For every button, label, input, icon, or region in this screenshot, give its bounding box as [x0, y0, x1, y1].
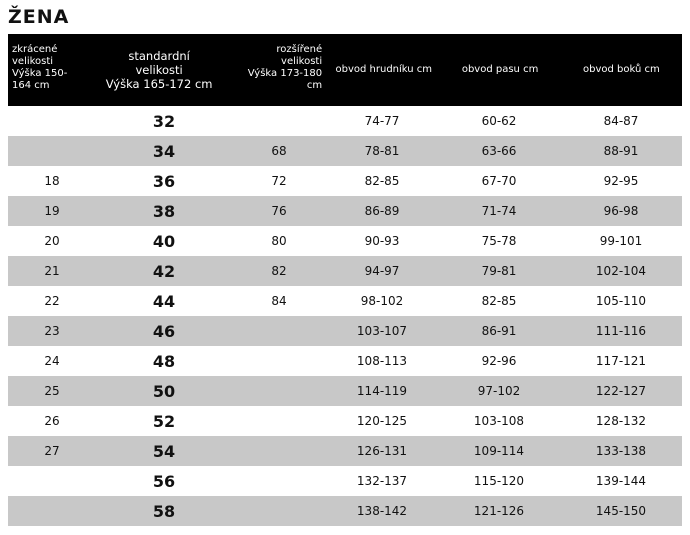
cell-short-size: 24	[44, 354, 60, 368]
cell-extended-size: 80	[271, 234, 287, 248]
cell-chest: 94-97	[364, 264, 400, 278]
cell-hips: 139-144	[595, 474, 647, 488]
cell-short-size: 26	[44, 414, 60, 428]
cell-standard-size: 38	[152, 201, 176, 221]
cell-short-size: 21	[44, 264, 60, 278]
cell-hips: 88-91	[603, 144, 639, 158]
cell-chest: 108-113	[356, 354, 408, 368]
cell-waist: 109-114	[473, 444, 525, 458]
table-row	[8, 436, 682, 466]
cell-short-size: 25	[44, 384, 60, 398]
table-row	[8, 496, 682, 526]
table-header	[8, 34, 682, 106]
cell-extended-size: 72	[271, 174, 287, 188]
cell-chest: 132-137	[356, 474, 408, 488]
cell-waist: 82-85	[481, 294, 517, 308]
page-title: ŽENA	[8, 6, 70, 28]
cell-waist: 92-96	[481, 354, 517, 368]
cell-standard-size: 50	[152, 381, 176, 401]
table-row	[8, 136, 682, 166]
cell-standard-size: 32	[152, 111, 176, 131]
cell-waist: 60-62	[481, 114, 517, 128]
cell-hips: 111-116	[595, 324, 647, 338]
cell-chest: 90-93	[364, 234, 400, 248]
table-row	[8, 166, 682, 196]
cell-hips: 128-132	[595, 414, 647, 428]
cell-waist: 79-81	[481, 264, 517, 278]
cell-standard-size: 54	[152, 441, 176, 461]
cell-chest: 114-119	[356, 384, 408, 398]
cell-waist: 86-91	[481, 324, 517, 338]
table-row	[8, 406, 682, 436]
cell-standard-size: 40	[152, 231, 176, 251]
cell-hips: 96-98	[603, 204, 639, 218]
cell-short-size: 19	[44, 204, 60, 218]
cell-extended-size: 84	[271, 294, 287, 308]
cell-chest: 74-77	[364, 114, 400, 128]
table-row	[8, 316, 682, 346]
cell-waist: 63-66	[481, 144, 517, 158]
cell-hips: 102-104	[595, 264, 647, 278]
cell-short-size: 23	[44, 324, 60, 338]
cell-standard-size: 44	[152, 291, 176, 311]
table-row	[8, 106, 682, 136]
cell-standard-size: 48	[152, 351, 176, 371]
cell-waist: 71-74	[481, 204, 517, 218]
cell-standard-size: 34	[152, 141, 176, 161]
cell-extended-size: 68	[271, 144, 287, 158]
cell-standard-size: 58	[152, 501, 176, 521]
cell-chest: 82-85	[364, 174, 400, 188]
cell-waist: 75-78	[481, 234, 517, 248]
cell-chest: 126-131	[356, 444, 408, 458]
size-table	[8, 34, 682, 526]
table-row	[8, 226, 682, 256]
cell-standard-size: 52	[152, 411, 176, 431]
cell-standard-size: 42	[152, 261, 176, 281]
cell-hips: 84-87	[603, 114, 639, 128]
cell-extended-size: 82	[271, 264, 287, 278]
table-row	[8, 286, 682, 316]
cell-hips: 122-127	[595, 384, 647, 398]
table-row	[8, 376, 682, 406]
table-body	[8, 106, 682, 526]
cell-waist: 121-126	[473, 504, 525, 518]
cell-short-size: 27	[44, 444, 60, 458]
cell-chest: 86-89	[364, 204, 400, 218]
header-hips: obvod boků cm	[582, 64, 660, 75]
cell-hips: 105-110	[595, 294, 647, 308]
header-chest: obvod hrudníku cm	[335, 64, 433, 75]
cell-hips: 133-138	[595, 444, 647, 458]
header-standard-sizes: standardní velikosti Výška 165-172 cm	[105, 49, 213, 91]
cell-hips: 117-121	[595, 354, 647, 368]
cell-short-size: 18	[44, 174, 60, 188]
cell-hips: 92-95	[603, 174, 639, 188]
cell-waist: 103-108	[473, 414, 525, 428]
cell-standard-size: 36	[152, 171, 176, 191]
header-waist: obvod pasu cm	[461, 64, 539, 75]
cell-standard-size: 56	[152, 471, 176, 491]
table-row	[8, 196, 682, 226]
table-row	[8, 256, 682, 286]
cell-extended-size: 76	[271, 204, 287, 218]
cell-chest: 138-142	[356, 504, 408, 518]
cell-chest: 120-125	[356, 414, 408, 428]
header-short-sizes: zkrácené velikosti Výška 150- 164 cm	[12, 44, 68, 91]
cell-waist: 67-70	[481, 174, 517, 188]
table-row	[8, 466, 682, 496]
table-row	[8, 346, 682, 376]
cell-standard-size: 46	[152, 321, 176, 341]
cell-waist: 97-102	[477, 384, 521, 398]
cell-chest: 103-107	[356, 324, 408, 338]
cell-hips: 99-101	[599, 234, 643, 248]
header-extended-sizes: rozšířené velikosti Výška 173-180 cm	[247, 44, 323, 91]
cell-short-size: 22	[44, 294, 60, 308]
cell-chest: 78-81	[364, 144, 400, 158]
cell-short-size: 20	[44, 234, 60, 248]
cell-waist: 115-120	[473, 474, 525, 488]
cell-hips: 145-150	[595, 504, 647, 518]
cell-chest: 98-102	[360, 294, 404, 308]
